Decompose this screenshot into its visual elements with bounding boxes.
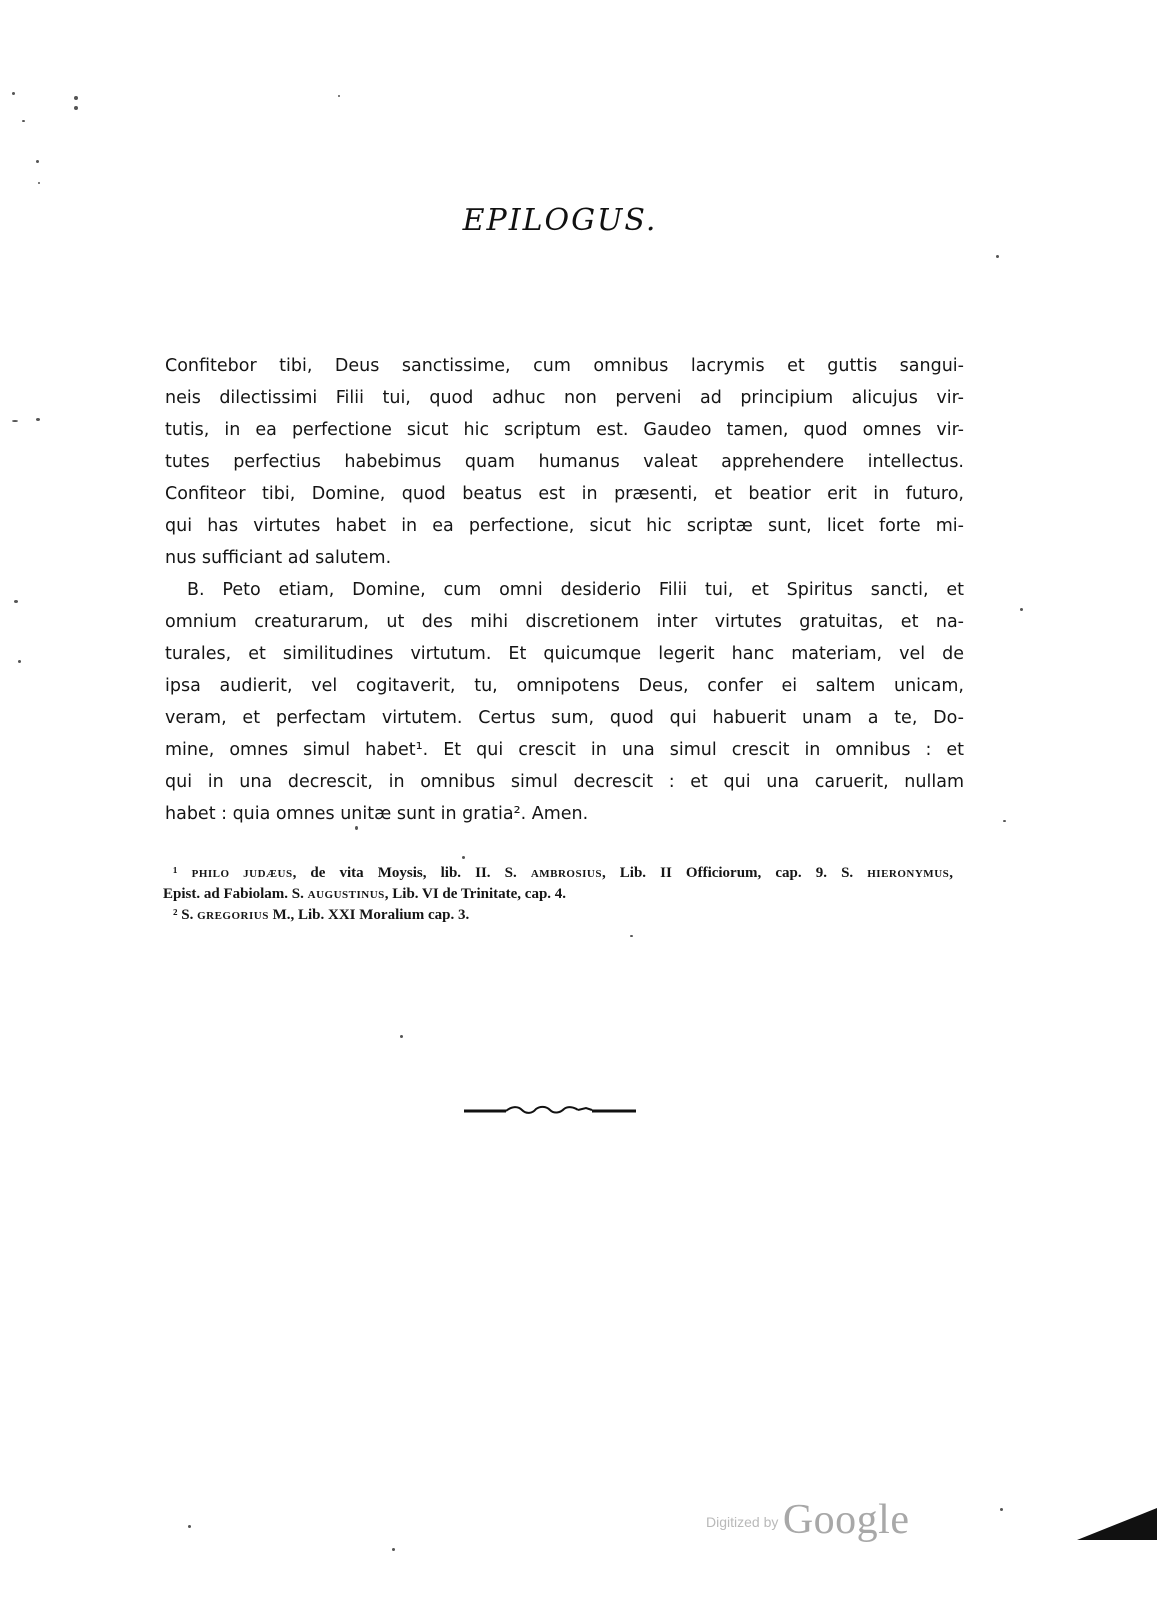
scan-speck xyxy=(14,600,18,603)
scan-speck xyxy=(22,120,25,122)
author-name: HIERONYMUS xyxy=(867,868,950,880)
watermark-prefix: Digitized by xyxy=(706,1514,779,1530)
footnote-text: , Lib. II Officiorum, cap. 9. S. xyxy=(601,865,868,881)
scan-speck xyxy=(392,1548,395,1551)
google-logo: Google xyxy=(782,1497,910,1543)
author-name: AUGUSTINUS xyxy=(307,889,385,901)
text-line: turales, et similitudines virtutum. Et quicumque legerit hanc materiam, vel de xyxy=(165,644,964,664)
scan-speck xyxy=(36,418,40,421)
text-line: neis dilectissimi Filii tui, quod adhuc non perveni ad principium alicujus vir- xyxy=(165,388,964,408)
scan-edge-mark xyxy=(1077,1508,1157,1540)
text-line: omnium creaturarum, ut des mihi discretionem inter virtutes gratuitas, et na- xyxy=(165,612,964,632)
chapter-title: EPILOGUS. xyxy=(462,203,658,238)
scan-speck xyxy=(74,96,78,100)
footnote-1-line-2 xyxy=(163,884,953,905)
text-line: veram, et perfectam virtutem. Certus sum, quod qui habuerit unam a te, Do- xyxy=(165,708,964,728)
scan-speck xyxy=(12,420,18,422)
author-name: AMBROSIUS xyxy=(530,868,602,880)
scan-speck xyxy=(996,255,999,258)
text-line: tutis, in ea perfectione sicut hic scriptum est. Gaudeo tamen, quod omnes vir- xyxy=(165,420,964,440)
text-line: Confitebor tibi, Deus sanctissime, cum omnibus lacrymis et guttis sangui- xyxy=(165,356,964,376)
text-line: qui in una decrescit, in omnibus simul decrescit : et qui una caruerit, nullam xyxy=(165,772,964,792)
scan-speck xyxy=(1003,820,1006,822)
author-name: GREGORIUS xyxy=(197,910,269,922)
text-line: B. Peto etiam, Domine, cum omni desiderio Filii tui, et Spiritus sancti, et xyxy=(187,580,964,600)
text-line: ipsa audierit, vel cogitaverit, tu, omnipotens Deus, confer ei saltem unicam, xyxy=(165,676,964,696)
footnote-text: S. xyxy=(181,907,198,923)
footnote-text: M., Lib. XXI Moralium cap. 3. xyxy=(268,907,470,923)
text-line: nus sufficiant ad salutem. xyxy=(165,548,392,568)
footnote-text: Epist. ad Fabiolam. S. xyxy=(163,886,308,902)
scan-speck xyxy=(12,92,15,95)
scan-speck xyxy=(400,1035,403,1038)
scan-speck xyxy=(338,95,340,97)
end-ornament xyxy=(464,1104,636,1116)
scan-speck xyxy=(18,660,21,663)
footnote-2 xyxy=(163,905,953,926)
text-line: qui has virtutes habet in ea perfectione, sicut hic scriptæ sunt, licet forte mi- xyxy=(165,516,964,536)
footnote-text: , de vita Moysis, lib. II. S. xyxy=(292,865,531,881)
text-line: tutes perfectius habebimus quam humanus valeat apprehendere intellectus. xyxy=(165,452,964,472)
epilogue-body xyxy=(165,350,964,830)
scan-speck xyxy=(36,160,39,163)
footnote-text: , Lib. VI de Trinitate, cap. 4. xyxy=(384,886,567,902)
scan-speck xyxy=(188,1525,191,1528)
footnote-1-line-1 xyxy=(163,863,953,884)
scan-speck xyxy=(355,826,358,830)
footnotes xyxy=(163,863,953,926)
text-line: Confiteor tibi, Domine, quod beatus est in præsenti, et beatior erit in futuro, xyxy=(165,484,964,504)
digitized-watermark xyxy=(706,1496,909,1546)
footnote-marker: ¹ xyxy=(173,865,178,881)
footnote-text: , xyxy=(949,865,954,881)
footnote-marker: ² xyxy=(173,907,178,923)
text-line: mine, omnes simul habet¹. Et qui crescit in una simul crescit in omnibus : et xyxy=(165,740,964,760)
scan-speck xyxy=(1020,608,1023,611)
text-line: habet : quia omnes unitæ sunt in gratia². Amen. xyxy=(165,804,589,824)
scan-speck xyxy=(630,935,633,937)
scan-speck xyxy=(38,182,40,184)
scan-speck xyxy=(462,856,465,859)
scan-speck xyxy=(1000,1508,1003,1511)
scan-speck xyxy=(74,106,78,110)
author-name: PHILO JUDÆUS xyxy=(191,868,293,880)
